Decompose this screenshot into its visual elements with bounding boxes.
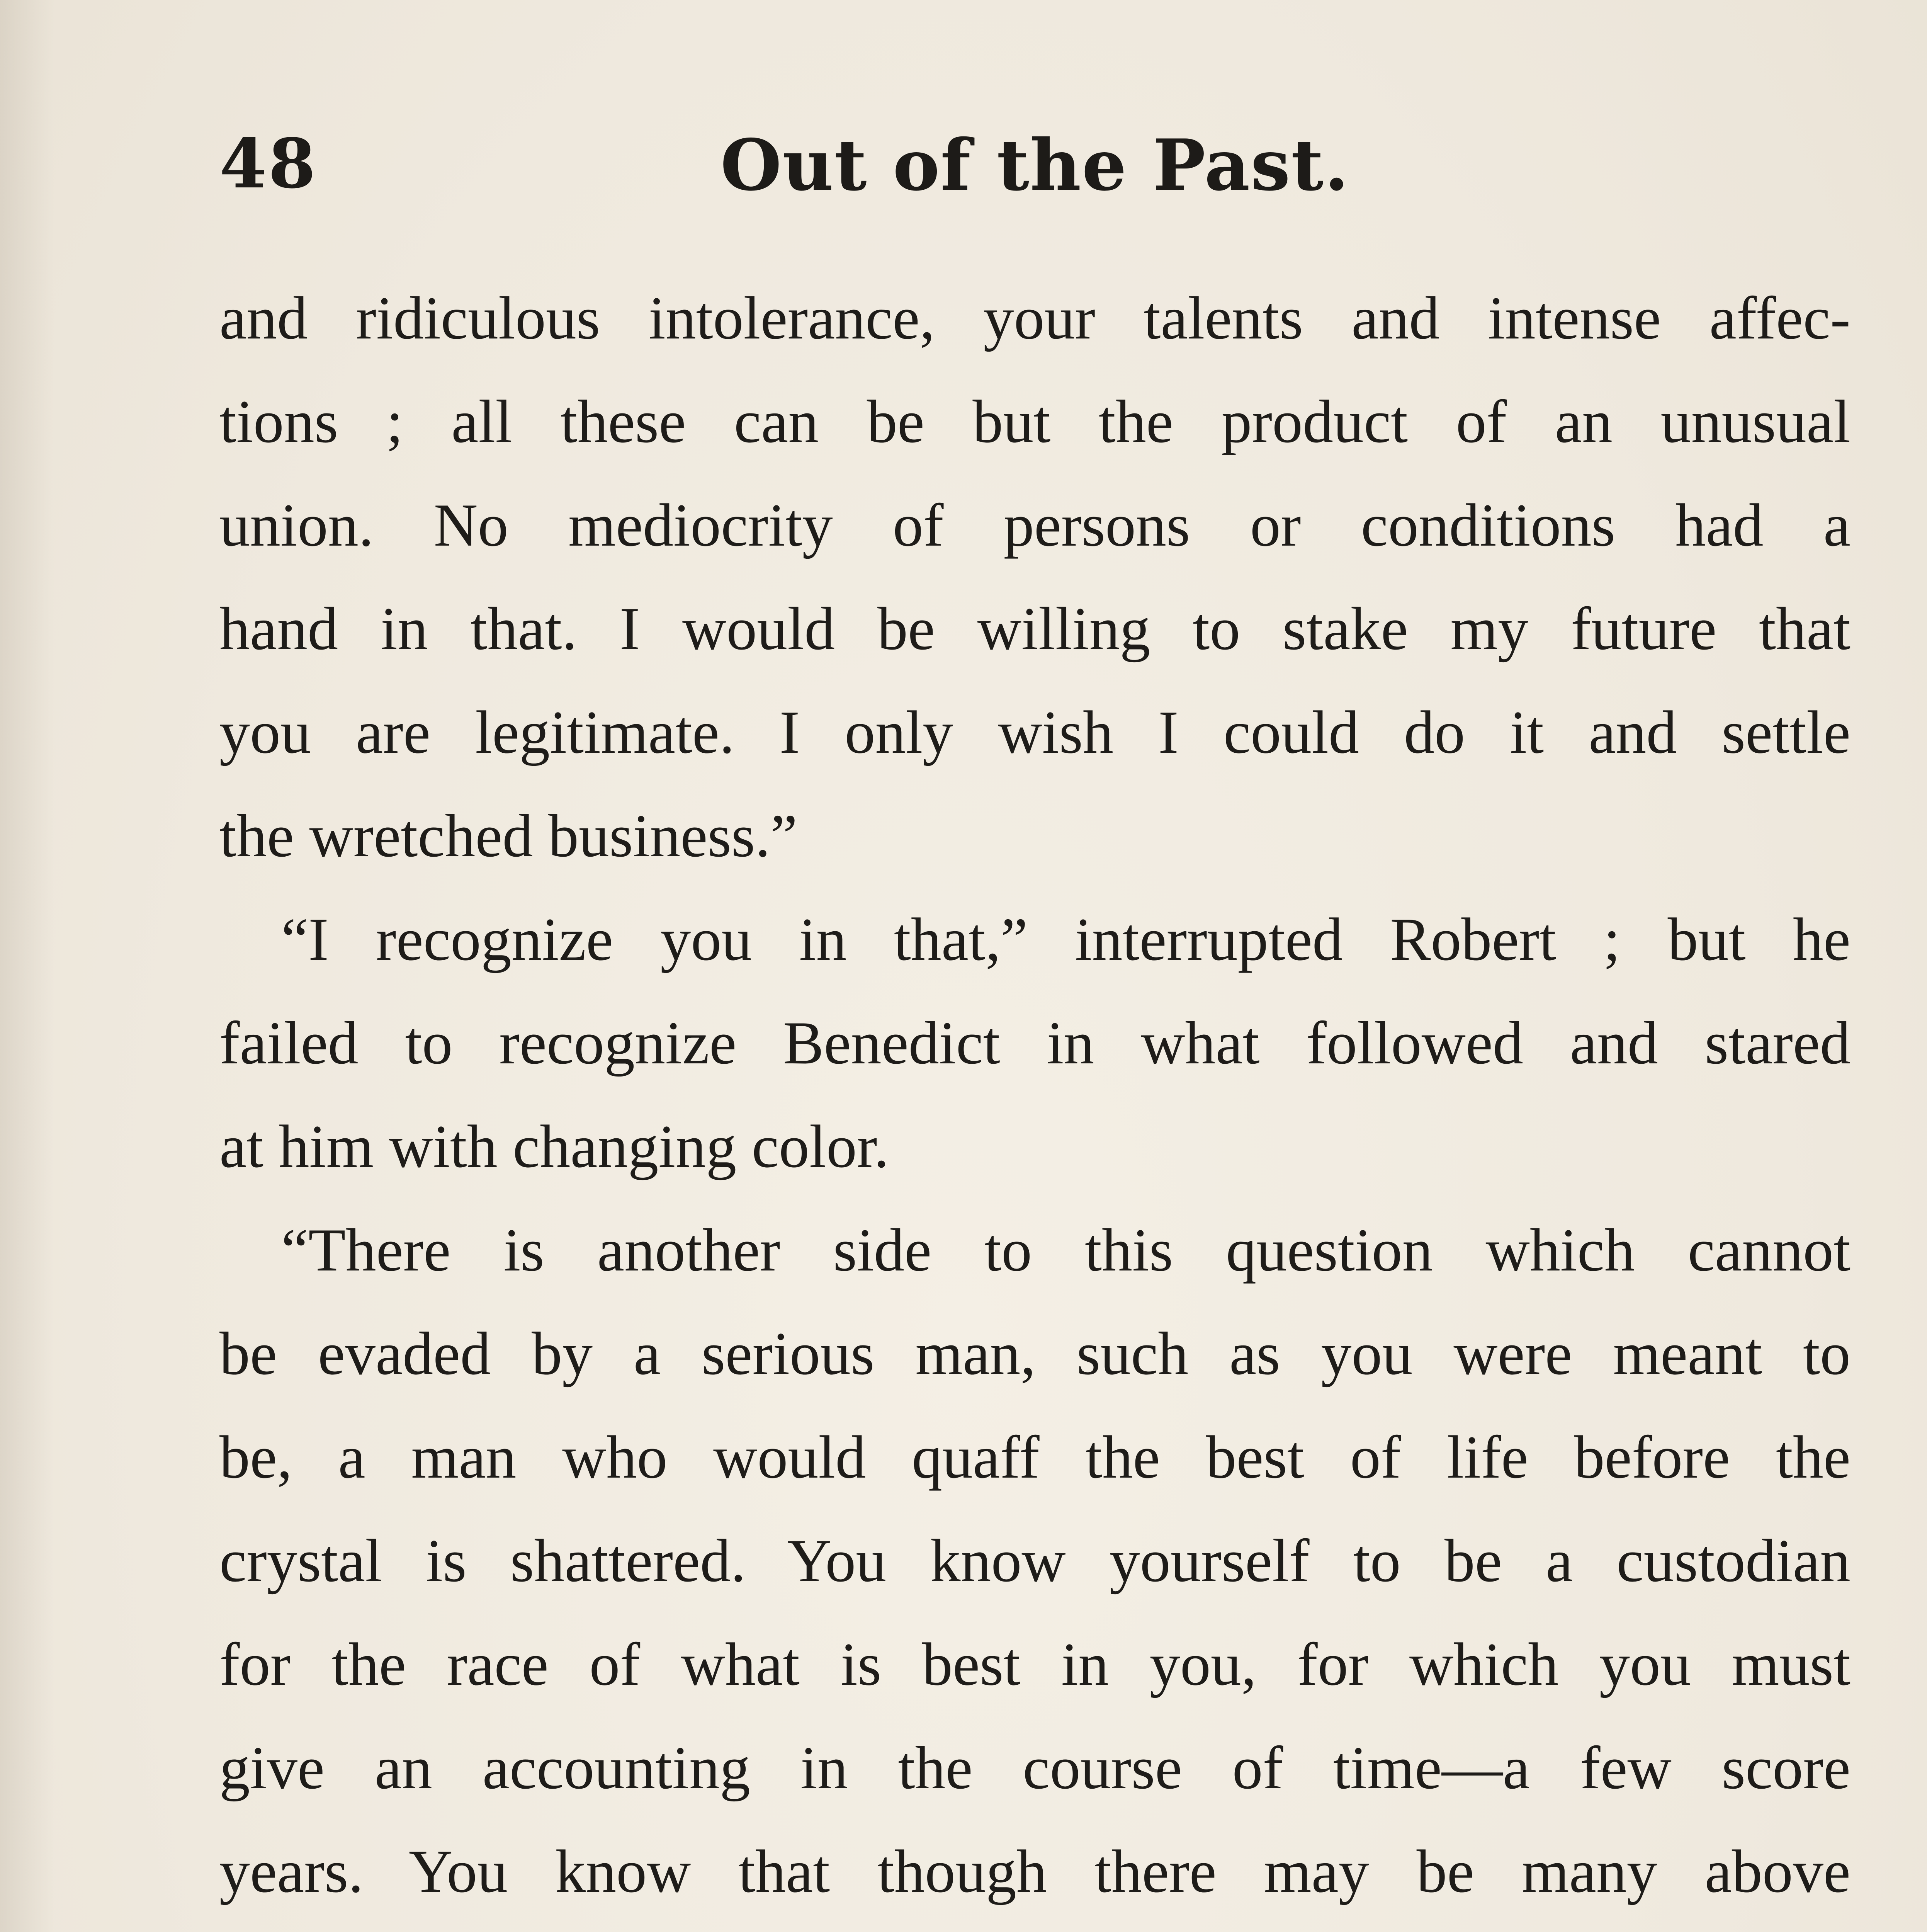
text-line: “There is another side to this question which cannot xyxy=(281,1216,1851,1284)
text-line: crystal is shattered. You know yourself to be a custodian xyxy=(219,1527,1851,1595)
text-line: be evaded by a serious man, such as you were meant to xyxy=(219,1320,1851,1388)
text-line: hand in that. I would be willing to stake my future that xyxy=(219,595,1851,663)
text-line: years. You know that though there may be many above xyxy=(219,1838,1851,1905)
running-title: Out of the Past. xyxy=(720,124,1350,206)
page-edge-shadow xyxy=(0,0,54,1932)
text-line: and ridiculous intolerance, your talents and intense affec- xyxy=(219,284,1851,352)
text-line: you are legitimate. I only wish I could do it and settle xyxy=(219,699,1851,766)
text-line: failed to recognize Benedict in what followed and stared xyxy=(219,1009,1851,1077)
text-line: for the race of what is best in you, for which you must xyxy=(219,1631,1851,1698)
text-line: be, a man who would quaff the best of life before the xyxy=(219,1423,1851,1491)
text-line: tions ; all these can be but the product of an unusual xyxy=(219,388,1851,456)
text-line: at him with changing color. xyxy=(219,1113,889,1180)
text-line: give an accounting in the course of time—a few score xyxy=(219,1734,1851,1802)
text-line: “I recognize you in that,” interrupted Robert ; but he xyxy=(281,906,1851,973)
text-line xyxy=(219,1923,1851,1932)
page-header xyxy=(219,116,1851,216)
page-number: 48 xyxy=(219,124,317,204)
body-text xyxy=(219,267,1851,1932)
text-line: union. No mediocrity of persons or conditions had a xyxy=(219,492,1851,559)
text-line: the wretched business.” xyxy=(219,802,798,870)
